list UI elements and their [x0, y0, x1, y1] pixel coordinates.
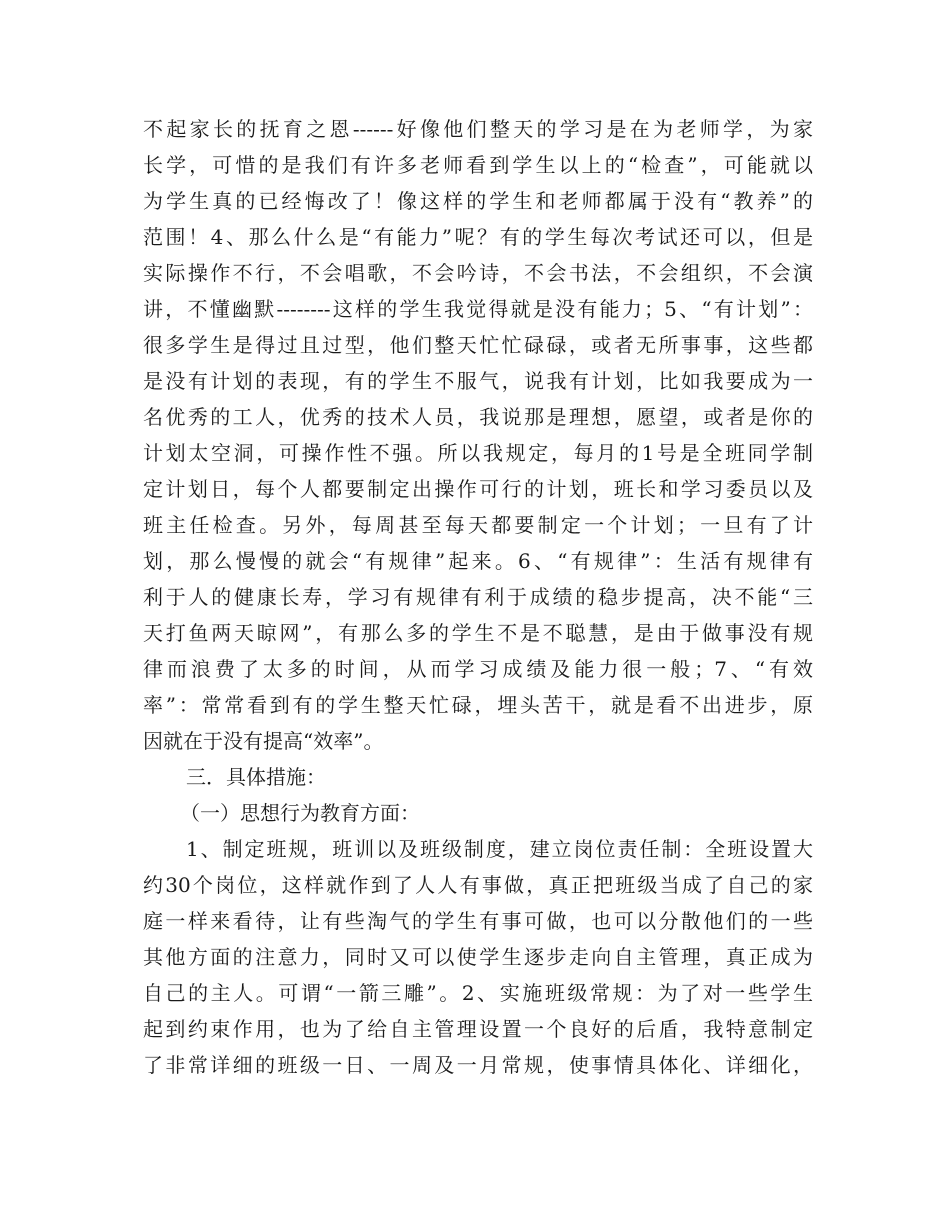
body-text-line: 不起家长的抚育之恩------好像他们整天的学习是在为老师学，为家 — [143, 117, 813, 141]
body-text-line: 律而浪费了太多的时间，从而学习成绩及能力很一般；7、“有效 — [143, 657, 813, 681]
body-text-line: 定计划日，每个人都要制定出操作可行的计划，班长和学习委员以及 — [143, 477, 813, 501]
subsection-heading: （一）思想行为教育方面： — [180, 801, 420, 825]
body-text-line: 班主任检查。另外，每周甚至每天都要制定一个计划；一旦有了计 — [143, 513, 813, 537]
body-text-line: 约30个岗位，这样就作到了人人有事做，真正把班级当成了自己的家 — [143, 873, 813, 897]
body-text-line: 其他方面的注意力，同时又可以使学生逐步走向自主管理，真正成为 — [143, 945, 813, 969]
body-text-line: 起到约束作用，也为了给自主管理设置一个良好的后盾，我特意制定 — [143, 1017, 813, 1041]
body-text-line: 了非常详细的班级一日、一周及一月常规，使事情具体化、详细化， — [143, 1053, 813, 1077]
body-text-line: 自己的主人。可谓“一箭三雕”。2、实施班级常规：为了对一些学生 — [143, 981, 813, 1005]
body-text-line: 是没有计划的表现，有的学生不服气，说我有计划，比如我要成为一 — [143, 369, 813, 393]
body-text-line: 为学生真的已经悔改了！像这样的学生和老师都属于没有“教养”的 — [143, 189, 813, 213]
body-text-line: 实际操作不行，不会唱歌，不会吟诗，不会书法，不会组织，不会演 — [143, 261, 813, 285]
body-text-line: 率”：常常看到有的学生整天忙碌，埋头苦干，就是看不出进步，原 — [143, 693, 813, 717]
body-text-line: 长学，可惜的是我们有许多老师看到学生以上的“检查”，可能就以 — [143, 153, 813, 177]
body-text-line: 1、制定班规，班训以及班级制度，建立岗位责任制：全班设置大 — [186, 837, 813, 861]
body-text-line: 天打鱼两天晾网”，有那么多的学生不是不聪慧，是由于做事没有规 — [143, 621, 813, 645]
body-text-line: 讲，不懂幽默--------这样的学生我觉得就是没有能力；5、“有计划”： — [143, 297, 813, 321]
body-text-line: 利于人的健康长寿，学习有规律有利于成绩的稳步提高，决不能“三 — [143, 585, 813, 609]
body-text-line: 因就在于没有提高“效率”。 — [143, 729, 384, 753]
body-text-line: 名优秀的工人，优秀的技术人员，我说那是理想，愿望，或者是你的 — [143, 405, 813, 429]
section-heading: 三．具体措施： — [186, 765, 326, 789]
body-text-line: 很多学生是得过且过型，他们整天忙忙碌碌，或者无所事事，这些都 — [143, 333, 813, 357]
body-text-line: 计划太空洞，可操作性不强。所以我规定，每月的1号是全班同学制 — [143, 441, 813, 465]
body-text-line: 范围！4、那么什么是“有能力”呢？有的学生每次考试还可以，但是 — [143, 225, 813, 249]
body-text-line: 划，那么慢慢的就会“有规律”起来。6、“有规律”：生活有规律有 — [143, 549, 813, 573]
body-text-line: 庭一样来看待，让有些淘气的学生有事可做，也可以分散他们的一些 — [143, 909, 813, 933]
